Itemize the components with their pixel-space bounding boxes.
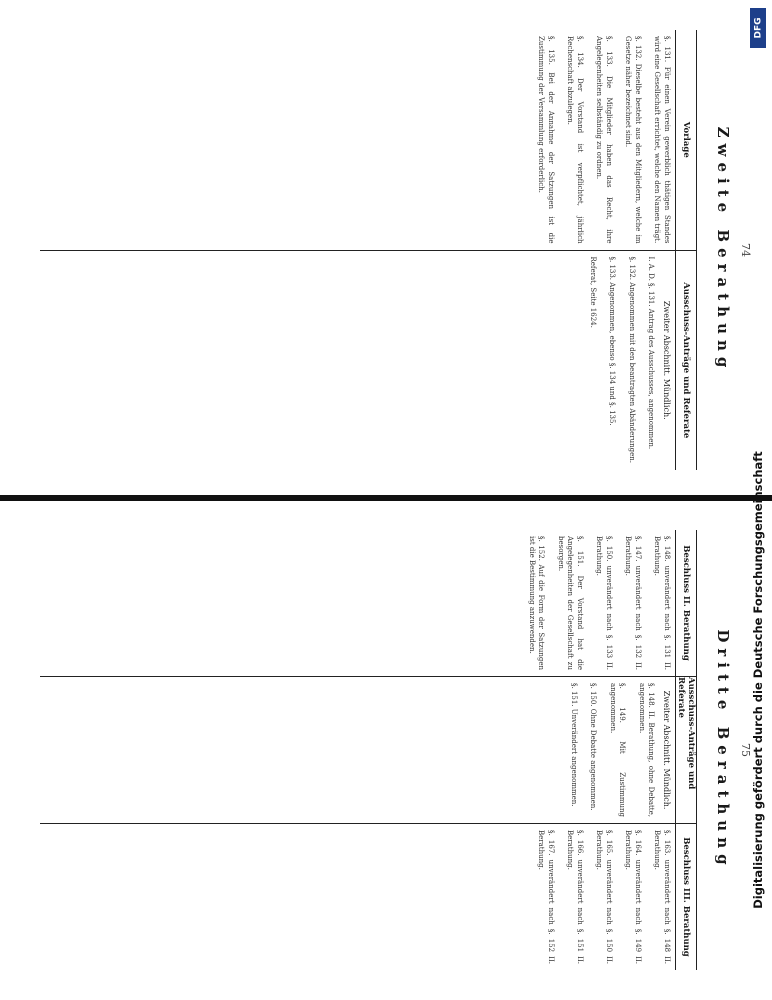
paragraph: §. 132. Dieselbe besteht aus den Mitgliedern, welche im Gesetze näher bezeichnet sind. — [624, 36, 642, 244]
left-col-header-2: Ausschuss-Anträge und Referate — [676, 250, 696, 471]
paragraph: §. 148. unverändert nach §. 131 II. Berathung. — [653, 536, 671, 670]
paragraph: §. 165. unverändert nach §. 150 II. Berathung. — [595, 830, 613, 964]
right-columns — [40, 530, 675, 970]
paragraph: I. A. D. §. 131. Antrag des Ausschusses, angenommen. — [647, 256, 656, 450]
right-col-3 — [40, 823, 675, 970]
paragraph: §. 131. Für einen Verein gewerblich thätigen Standes wird eine Gesellschaft errichtet, welche den Namen trägt. — [653, 36, 671, 244]
right-page-heading: Dritte Berathung — [714, 629, 732, 871]
paragraph: §. 150. Ohne Debatte angenommen. — [589, 683, 598, 811]
paragraph: §. 134. Der Vorstand ist verpflichtet, jährlich Rechenschaft abzulegen. — [566, 36, 584, 244]
column-subhead: Zweiter Abschnitt. Mündlich. — [662, 690, 671, 810]
right-page — [0, 500, 772, 1000]
left-col-header-1: Vorlage — [681, 121, 691, 158]
paragraph: §. 167. unverändert nach §. 152 II. Berathung. — [537, 830, 555, 964]
column-subhead: Zweiter Abschnitt. Mündlich. — [662, 300, 671, 420]
left-page-heading: Zweite Berathung — [714, 126, 732, 374]
right-col-1 — [40, 530, 675, 676]
left-col-1 — [40, 30, 675, 250]
paragraph: §. 152. Auf die Form der Satzungen ist die Bestimmung anzuwenden. — [528, 536, 546, 670]
dfg-logo — [750, 8, 766, 48]
right-col-header-2: Ausschuss-Anträge und Referate — [676, 676, 696, 823]
right-column-headers — [675, 530, 697, 970]
watermark-text: Digitalisierung gefördert durch die Deutsche Forschungsgemeinschaft — [751, 451, 765, 909]
left-columns — [40, 30, 675, 470]
paragraph: §. 163. unverändert nach §. 148 II. Berathung. — [653, 830, 671, 964]
paragraph: §. 133. Die Mitglieder haben das Recht, ihre Angelegenheiten selbständig zu ordnen. — [595, 36, 613, 244]
left-col-2 — [40, 250, 675, 471]
paragraph: §. 148. II. Berathung, ohne Debatte, angenommen. — [638, 683, 656, 817]
right-col-2 — [40, 676, 675, 823]
paragraph: §. 149. Mit Zustimmung angenommen. — [609, 683, 627, 817]
right-page-number: 75 — [739, 743, 752, 757]
paragraph: §. 166. unverändert nach §. 151 II. Berathung. — [566, 830, 584, 964]
paragraph: §. 147. unverändert nach §. 132 II. Berathung. — [624, 536, 642, 670]
right-col-header-1: Beschluss II. Berathung — [681, 545, 691, 661]
paragraph: §. 151. Unverändert angenommen. — [570, 683, 578, 807]
watermark-strip — [748, 0, 768, 1000]
paragraph: §. 133. Angenommen, ebenso §. 134 und §. 135. — [608, 256, 617, 426]
paragraph: §. 150. unverändert nach §. 133 II. Berathung. — [595, 536, 613, 670]
paragraph: §. 164. unverändert nach §. 149 II. Berathung. — [624, 830, 642, 964]
paragraph: §. 132. Angenommen mit den beantragten Abänderungen. — [628, 256, 636, 463]
paragraph: §. 151. Der Vorstand hat die Angelegenheiten der Gesellschaft zu besorgen. — [557, 536, 584, 670]
paragraph: §. 135. Bei der Annahme der Satzungen ist die Zustimmung der Versammlung erforderlich. — [537, 36, 555, 244]
paragraph: Referat, Seite 1624. — [589, 256, 597, 328]
dfg-logo-text: DFG — [753, 17, 764, 39]
right-col-header-3: Beschluss III. Berathung — [676, 823, 696, 970]
left-column-headers — [675, 30, 697, 470]
left-page-number: 74 — [739, 243, 752, 257]
